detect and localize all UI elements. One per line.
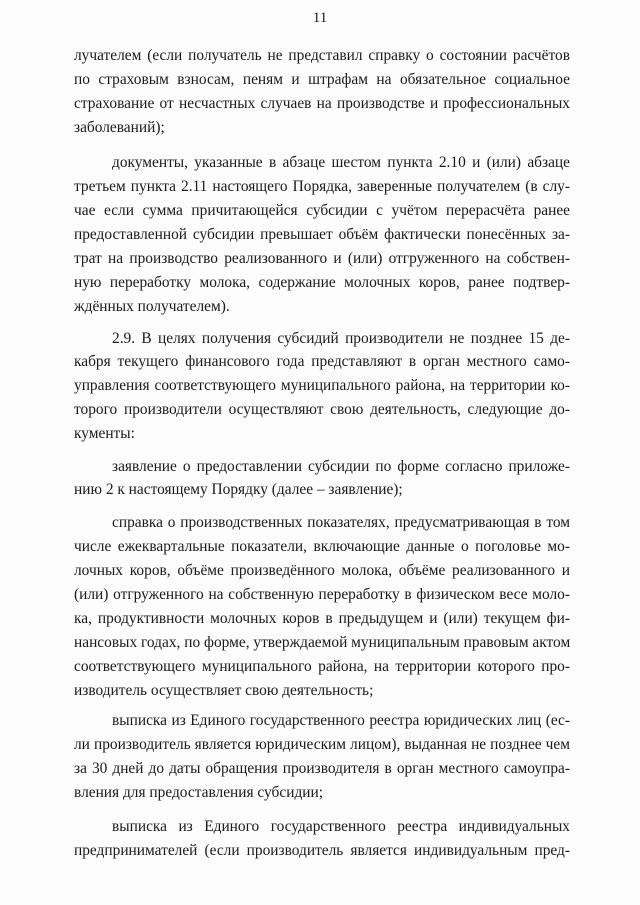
text-line: предпринимателей (если производитель является индивидуальным пред- — [74, 842, 570, 859]
text-line: ка, продуктивности молочных коров в предыдущем и (или) текущем фи- — [74, 610, 570, 627]
text-line: соответствующего муниципального района, на территории которого про- — [74, 658, 570, 675]
text-line: ную переработку молока, содержание молочных коров, ранее подтвер- — [74, 274, 570, 291]
text-line: чае если сумма причитающейся субсидии с учётом перерасчёта ранее — [74, 202, 570, 219]
text-line: страхование от несчастных случаев на производстве и профессиональных — [74, 95, 570, 112]
text-line: по страховым взносам, пеням и штрафам на обязательное социальное — [74, 71, 570, 88]
text-line: кументы: — [74, 425, 135, 442]
text-line: числе ежеквартальные показатели, включающие данные о поголовье мо- — [74, 538, 570, 555]
text-line: лучателем (если получатель не представил справку о состоянии расчётов — [74, 47, 570, 64]
text-line: вления для предоставления субсидии; — [74, 784, 324, 801]
text-line: справка о производственных показателях, предусматривающая в том — [112, 514, 570, 531]
text-line: выписка из Единого государственного реестра индивидуальных — [112, 818, 570, 835]
text-line: документы, указанные в абзаце шестом пункта 2.10 и (или) абзаце — [112, 154, 570, 171]
text-line: изводитель осуществляет свою деятельность; — [74, 682, 374, 699]
page-number: 11 — [312, 10, 328, 26]
text-line: трат на производство реализованного и (или) отгруженного на собствен- — [74, 250, 570, 267]
text-line: лочных коров, объёме произведённого молока, объёме реализованного и — [74, 562, 570, 579]
text-line: заявление о предоставлении субсидии по форме согласно приложе- — [112, 458, 570, 475]
text-line: за 30 дней до даты обращения производителя в орган местного самоупра- — [74, 760, 570, 777]
text-line: нансовых годах, по форме, утверждаемой муниципальным правовым актом — [74, 634, 571, 651]
text-line: предоставленной субсидии превышает объём фактически понесённых за- — [74, 226, 570, 243]
text-line: управления соответствующего муниципального района, на территории ко- — [74, 377, 570, 394]
text-line: третьем пункта 2.11 настоящего Порядка, заверенные получателем (в слу- — [74, 178, 570, 195]
text-line: выписка из Единого государственного реестра юридических лиц (ес- — [112, 712, 570, 729]
text-line: торого производители осуществляют свою деятельность, следующие до- — [74, 401, 570, 418]
text-line: 2.9. В целях получения субсидий производители не позднее 15 де- — [112, 330, 570, 347]
text-line: ждённых получателем). — [74, 298, 230, 315]
text-line: нию 2 к настоящему Порядку (далее – заявление); — [74, 481, 403, 498]
text-line: (или) отгруженного на собственную переработку в физическом весе моло- — [74, 586, 570, 603]
text-line: заболеваний); — [74, 119, 165, 136]
text-line: ли производитель является юридическим лицом), выданная не позднее чем — [74, 736, 570, 753]
text-line: кабря текущего финансового года представляют в орган местного само- — [74, 353, 570, 370]
